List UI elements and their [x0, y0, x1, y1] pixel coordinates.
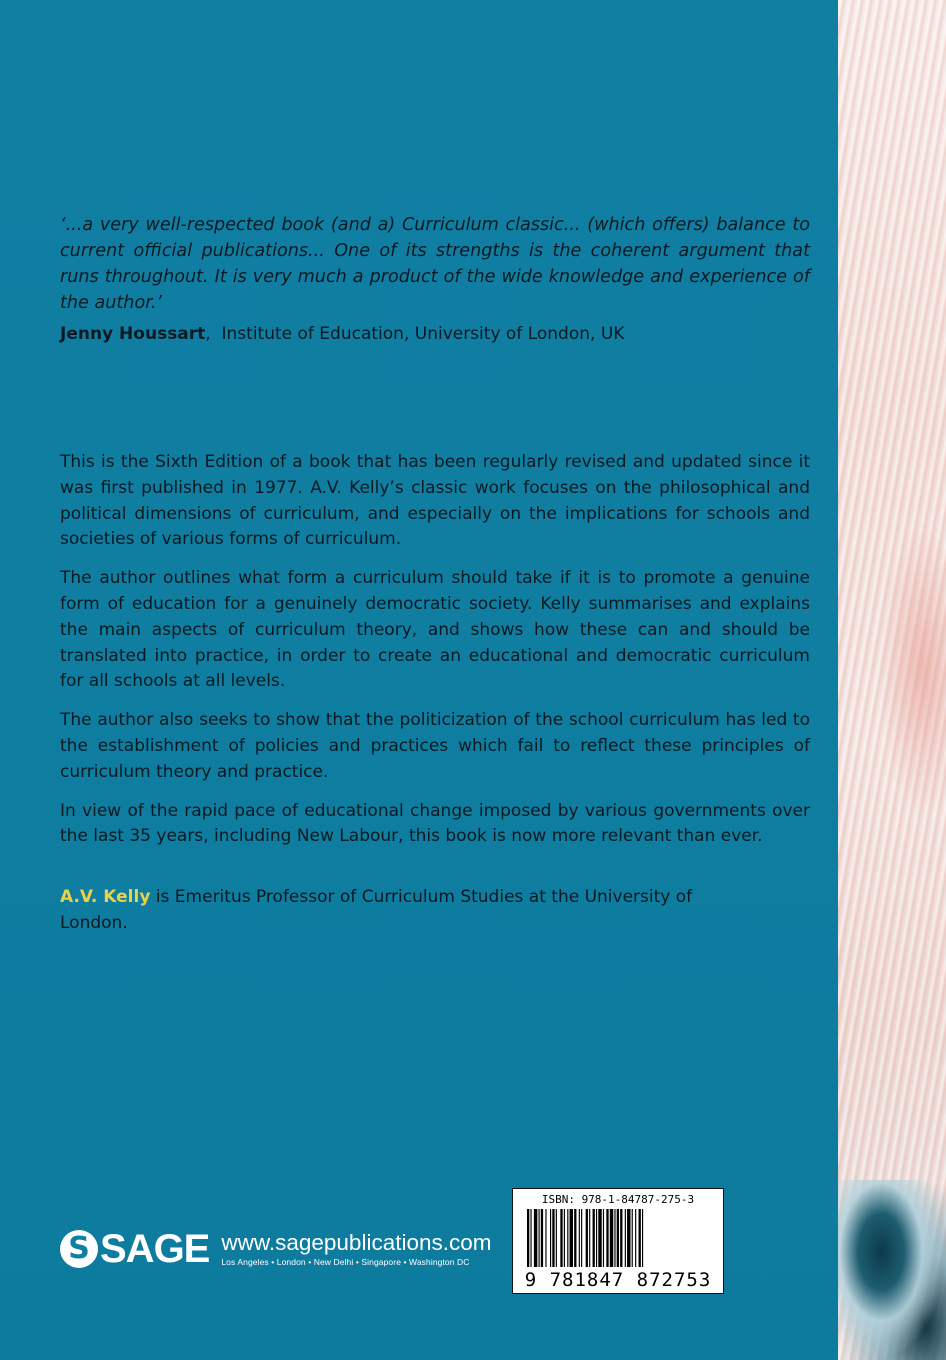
barcode-bar — [598, 1209, 601, 1267]
barcode-bar — [625, 1209, 626, 1267]
description-paragraph: In view of the rapid pace of educational change imposed by various governments over the last 35 years, including New Labour, this book is now more relevant than ever. — [60, 800, 810, 847]
publisher-cities: Los Angeles • London • New Delhi • Singapore • Washington DC — [221, 1257, 470, 1267]
barcode-bar — [534, 1209, 537, 1267]
barcode-bar — [606, 1209, 608, 1267]
author-bio — [60, 884, 720, 936]
quote-author: Jenny Houssart — [60, 324, 206, 344]
book-description — [60, 450, 810, 863]
barcode-bar — [539, 1209, 540, 1267]
barcode-bar — [620, 1209, 622, 1267]
barcode-bar — [639, 1209, 641, 1267]
isbn-label: ISBN: 978-1-84787-275-3 — [541, 1193, 695, 1206]
barcode-bar — [550, 1209, 551, 1267]
barcode-bar — [632, 1209, 633, 1267]
barcode-bar — [527, 1209, 529, 1267]
description-paragraph: The author outlines what form a curriculum should take if it is to promote a genuine form of education for a genuinely democratic society. Kelly summarises and explains the main aspects of curriculum theory, and shows how these can and should be translated into practice, in order to create an educational and democratic curriculum for all schools at all levels. — [60, 568, 810, 692]
barcode-bar — [552, 1209, 554, 1267]
author-name: A.V. Kelly — [60, 887, 151, 907]
author-bio-text: is Emeritus Professor of Curriculum Studies at the University of London. — [60, 887, 693, 933]
barcode-bar — [614, 1209, 615, 1267]
sage-wordmark: SAGE — [100, 1227, 210, 1271]
publisher-info — [221, 1230, 491, 1268]
barcode-bar — [627, 1209, 630, 1267]
barcode-bar — [574, 1209, 576, 1267]
barcode-bar — [545, 1209, 546, 1267]
barcode-number: 9 781847 872753 — [524, 1269, 712, 1291]
barcode-bar — [635, 1209, 636, 1267]
sage-s-icon: S — [60, 1230, 98, 1268]
publisher-url[interactable]: www.sagepublications.com — [221, 1230, 492, 1255]
publisher-block — [60, 1225, 492, 1273]
barcode-bar — [556, 1209, 557, 1267]
barcode-bar — [589, 1209, 590, 1267]
sage-logo — [60, 1229, 209, 1269]
decorative-image-strip — [838, 0, 946, 1360]
barcode-bars-icon — [527, 1209, 711, 1269]
barcode — [512, 1188, 724, 1294]
barcode-bar — [560, 1209, 562, 1267]
barcode-bar — [570, 1209, 573, 1267]
barcode-bar — [581, 1209, 582, 1267]
barcode-bar — [593, 1209, 595, 1267]
barcode-bar — [530, 1209, 531, 1267]
barcode-bar — [610, 1209, 613, 1267]
barcode-bar — [603, 1209, 604, 1267]
quote-affiliation: Institute of Education, University of London, UK — [221, 324, 625, 344]
barcode-bar — [617, 1209, 619, 1267]
barcode-bar — [567, 1209, 568, 1267]
description-paragraph: This is the Sixth Edition of a book that has been regularly revised and updated since it was first published in 1977. A.V. Kelly’s classic work focuses on the philosophical and political dimensions of curriculum, and especially on the implications for schools and societies of various forms of curriculum. — [60, 452, 810, 550]
barcode-bar — [579, 1209, 580, 1267]
barcode-bar — [541, 1209, 543, 1267]
review-quote: ‘...a very well-respected book (and a) Curriculum classic... (which offers) balance to current official publications... One of its strengths is the coherent argument that runs throughout. It is very much a product of the wide knowledge and experience of the author.’ — [60, 215, 810, 313]
description-paragraph: The author also seeks to show that the politicization of the school curriculum has led to the establishment of policies and practices which fail to reflect these principles of curriculum theory and practice. — [60, 710, 810, 782]
barcode-bar — [596, 1209, 597, 1267]
barcode-bar — [642, 1209, 643, 1267]
barcode-bar — [586, 1209, 588, 1267]
quote-attribution: Jenny Houssart, Institute of Education, University of London, UK — [60, 324, 625, 344]
barcode-bar — [564, 1209, 565, 1267]
